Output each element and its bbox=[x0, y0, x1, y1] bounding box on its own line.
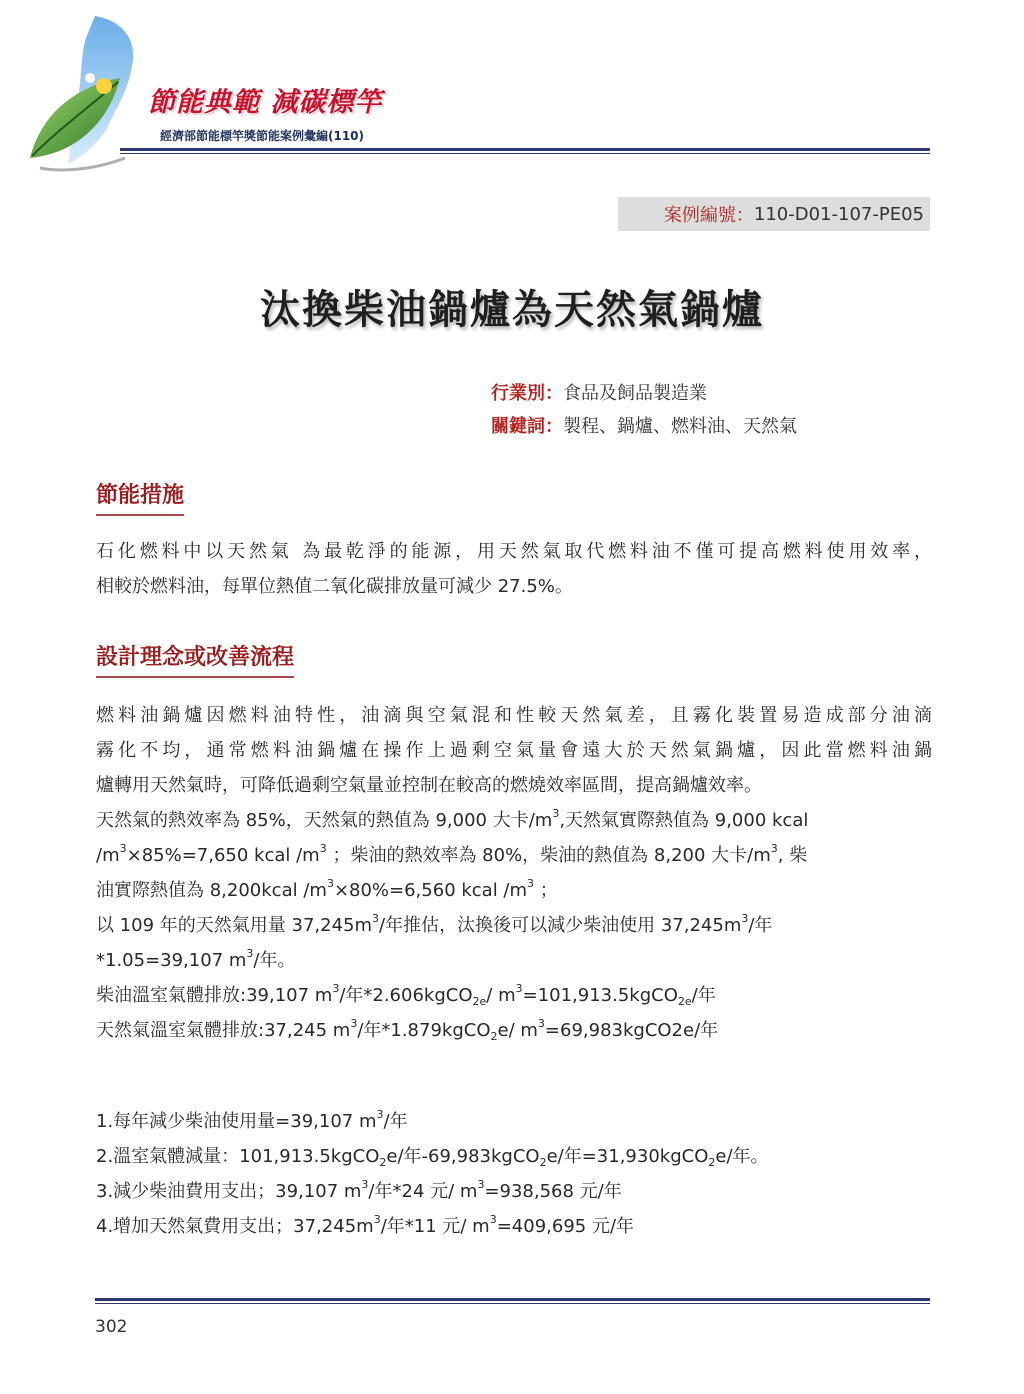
text-span: /年 bbox=[748, 915, 773, 936]
text-span: 以 109 年的天然氣用量 37,245m bbox=[96, 915, 373, 936]
text-span: =409,695 元/年 bbox=[496, 1216, 635, 1237]
superscript: 3 bbox=[489, 1213, 497, 1226]
subscript: 2 bbox=[490, 1030, 498, 1043]
subscript: 2 bbox=[379, 1156, 387, 1169]
text-span: 油實際熱值為 8,200kcal /m bbox=[96, 880, 327, 901]
text-span: e/ m bbox=[497, 1020, 538, 1041]
measures-paragraph bbox=[96, 534, 932, 604]
text-span: 1.每年減少柴油使用量=39,107 m bbox=[96, 1111, 377, 1132]
superscript: 3 bbox=[552, 807, 560, 820]
result-item bbox=[96, 1104, 932, 1139]
subscript: 2 bbox=[539, 1156, 547, 1169]
text-line: 霧化不均，通常燃料油鍋爐在操作上過剩空氣量會遠大於天然氣鍋爐，因此當燃料油鍋 bbox=[96, 740, 932, 761]
keywords-label: 關鍵詞： bbox=[491, 416, 563, 437]
brand-title: 節能典範 減碳標竿 bbox=[148, 87, 383, 118]
case-number-value: 110-D01-107-PE05 bbox=[753, 203, 924, 225]
design-paragraph bbox=[96, 698, 932, 1048]
text-span: /年*1.879kgCO bbox=[357, 1020, 491, 1041]
superscript: 3 bbox=[770, 842, 778, 855]
superscript: 3 bbox=[319, 842, 327, 855]
text-span: 柴油溫室氣體排放:39,107 m bbox=[96, 985, 333, 1006]
text-span: /年。 bbox=[253, 950, 296, 971]
text-span: 天然氣溫室氣體排放:37,245 m bbox=[96, 1020, 351, 1041]
text-span: =101,913.5kgCO bbox=[522, 985, 678, 1006]
industry-label: 行業別： bbox=[491, 383, 563, 404]
superscript: 3 bbox=[350, 1017, 358, 1030]
text-span: /年 bbox=[383, 1111, 408, 1132]
text-span: ； bbox=[534, 880, 558, 901]
superscript: 3 bbox=[376, 1108, 384, 1121]
case-number-box bbox=[618, 197, 930, 231]
text-span: 3.減少柴油費用支出；39,107 m bbox=[96, 1181, 362, 1202]
text-span: e/年-69,983kgCO bbox=[386, 1146, 540, 1167]
text-span: =69,983kgCO2e/年 bbox=[544, 1020, 719, 1041]
footer-divider bbox=[95, 1298, 930, 1301]
superscript: 3 bbox=[537, 1017, 545, 1030]
result-item bbox=[96, 1209, 932, 1244]
superscript: 3 bbox=[515, 982, 523, 995]
text-span: /年推估，汰換後可以減少柴油使用 37,245m bbox=[379, 915, 742, 936]
keywords-value: 製程、鍋爐、燃料油、天然氣 bbox=[563, 416, 797, 437]
text-span: 4.增加天然氣費用支出；37,245m bbox=[96, 1216, 374, 1237]
result-item bbox=[96, 1139, 932, 1174]
text-span: / m bbox=[486, 985, 516, 1006]
calc-line-diesel-actual bbox=[96, 873, 932, 908]
calc-line-diesel-heat bbox=[96, 838, 932, 873]
superscript: 3 bbox=[741, 912, 749, 925]
text-span: /m bbox=[96, 845, 120, 866]
calc-line-gas-emission bbox=[96, 1013, 932, 1048]
text-line: 燃料油鍋爐因燃料油特性，油滴與空氣混和性較天然氣差，且霧化裝置易造成部分油滴 bbox=[96, 705, 932, 726]
document-title: 汰換柴油鍋爐為天然氣鍋爐 bbox=[260, 287, 764, 333]
brand-subtitle: 經濟部節能標竿獎節能案例彙編(110) bbox=[160, 129, 365, 143]
result-item bbox=[96, 1174, 932, 1209]
text-span: /年*11 元/ m bbox=[380, 1216, 490, 1237]
section-heading-design: 設計理念或改善流程 bbox=[96, 640, 294, 678]
superscript: 3 bbox=[477, 1178, 485, 1191]
superscript: 3 bbox=[119, 842, 127, 855]
text-span: ×85%=7,650 kcal /m bbox=[126, 845, 320, 866]
text-span: 2.溫室氣體減量：101,913.5kgCO bbox=[96, 1146, 380, 1167]
calc-line-diesel-emission bbox=[96, 978, 932, 1013]
taiwan-leaf-logo-icon bbox=[10, 8, 160, 183]
text-span: =938,568 元/年 bbox=[484, 1181, 622, 1202]
text-span: e/年=31,930kgCO bbox=[546, 1146, 709, 1167]
text-span: /年 bbox=[691, 985, 716, 1006]
text-span: /年*2.606kgCO bbox=[339, 985, 473, 1006]
industry-value: 食品及飼品製造業 bbox=[563, 383, 707, 404]
text-line: 爐轉用天然氣時，可降低過剩空氣量並控制在較高的燃燒效率區間，提高鍋爐效率。 bbox=[96, 775, 762, 796]
page-number: 302 bbox=[95, 1317, 128, 1337]
subscript: 2e bbox=[677, 995, 692, 1008]
header-divider bbox=[120, 148, 930, 151]
superscript: 3 bbox=[326, 877, 334, 890]
text-span: ×80%=6,560 kcal /m bbox=[333, 880, 528, 901]
calc-line-natural-gas-heat bbox=[96, 803, 932, 838]
superscript: 3 bbox=[373, 1213, 381, 1226]
calc-line-estimate bbox=[96, 908, 932, 943]
superscript: 3 bbox=[246, 947, 254, 960]
keywords-line bbox=[491, 412, 797, 438]
footer-divider-thin bbox=[95, 1303, 930, 1304]
header-divider-thin bbox=[120, 153, 930, 154]
superscript: 3 bbox=[361, 1178, 369, 1191]
text-line: 石化燃料中以天然氣 為最乾淨的能源，用天然氣取代燃料油不僅可提高燃料使用效率， bbox=[96, 541, 932, 562]
text-span: ,天然氣實際熱值為 9,000 kcal bbox=[559, 810, 809, 831]
text-span: 天然氣的熱效率為 85%，天然氣的熱值為 9,000 大卡/m bbox=[96, 810, 553, 831]
text-span: e/年。 bbox=[715, 1146, 769, 1167]
text-span: ；柴油的熱效率為 80%，柴油的熱值為 8,200 大卡/m bbox=[326, 845, 771, 866]
superscript: 3 bbox=[527, 877, 535, 890]
superscript: 3 bbox=[332, 982, 340, 995]
industry-line bbox=[491, 379, 707, 405]
results-list bbox=[96, 1104, 932, 1244]
text-line: 相較於燃料油，每單位熱值二氧化碳排放量可減少 27.5%。 bbox=[96, 576, 573, 597]
subscript: 2 bbox=[708, 1156, 716, 1169]
superscript: 3 bbox=[372, 912, 380, 925]
calc-line-estimate-result bbox=[96, 943, 932, 978]
text-span: *1.05=39,107 m bbox=[96, 950, 247, 971]
subscript: 2e bbox=[472, 995, 487, 1008]
case-number-label: 案例編號： bbox=[663, 205, 754, 226]
text-span: /年*24 元/ m bbox=[368, 1181, 478, 1202]
text-span: , 柴 bbox=[777, 845, 808, 866]
section-heading-measures: 節能措施 bbox=[96, 478, 184, 516]
page-header bbox=[0, 0, 1024, 190]
